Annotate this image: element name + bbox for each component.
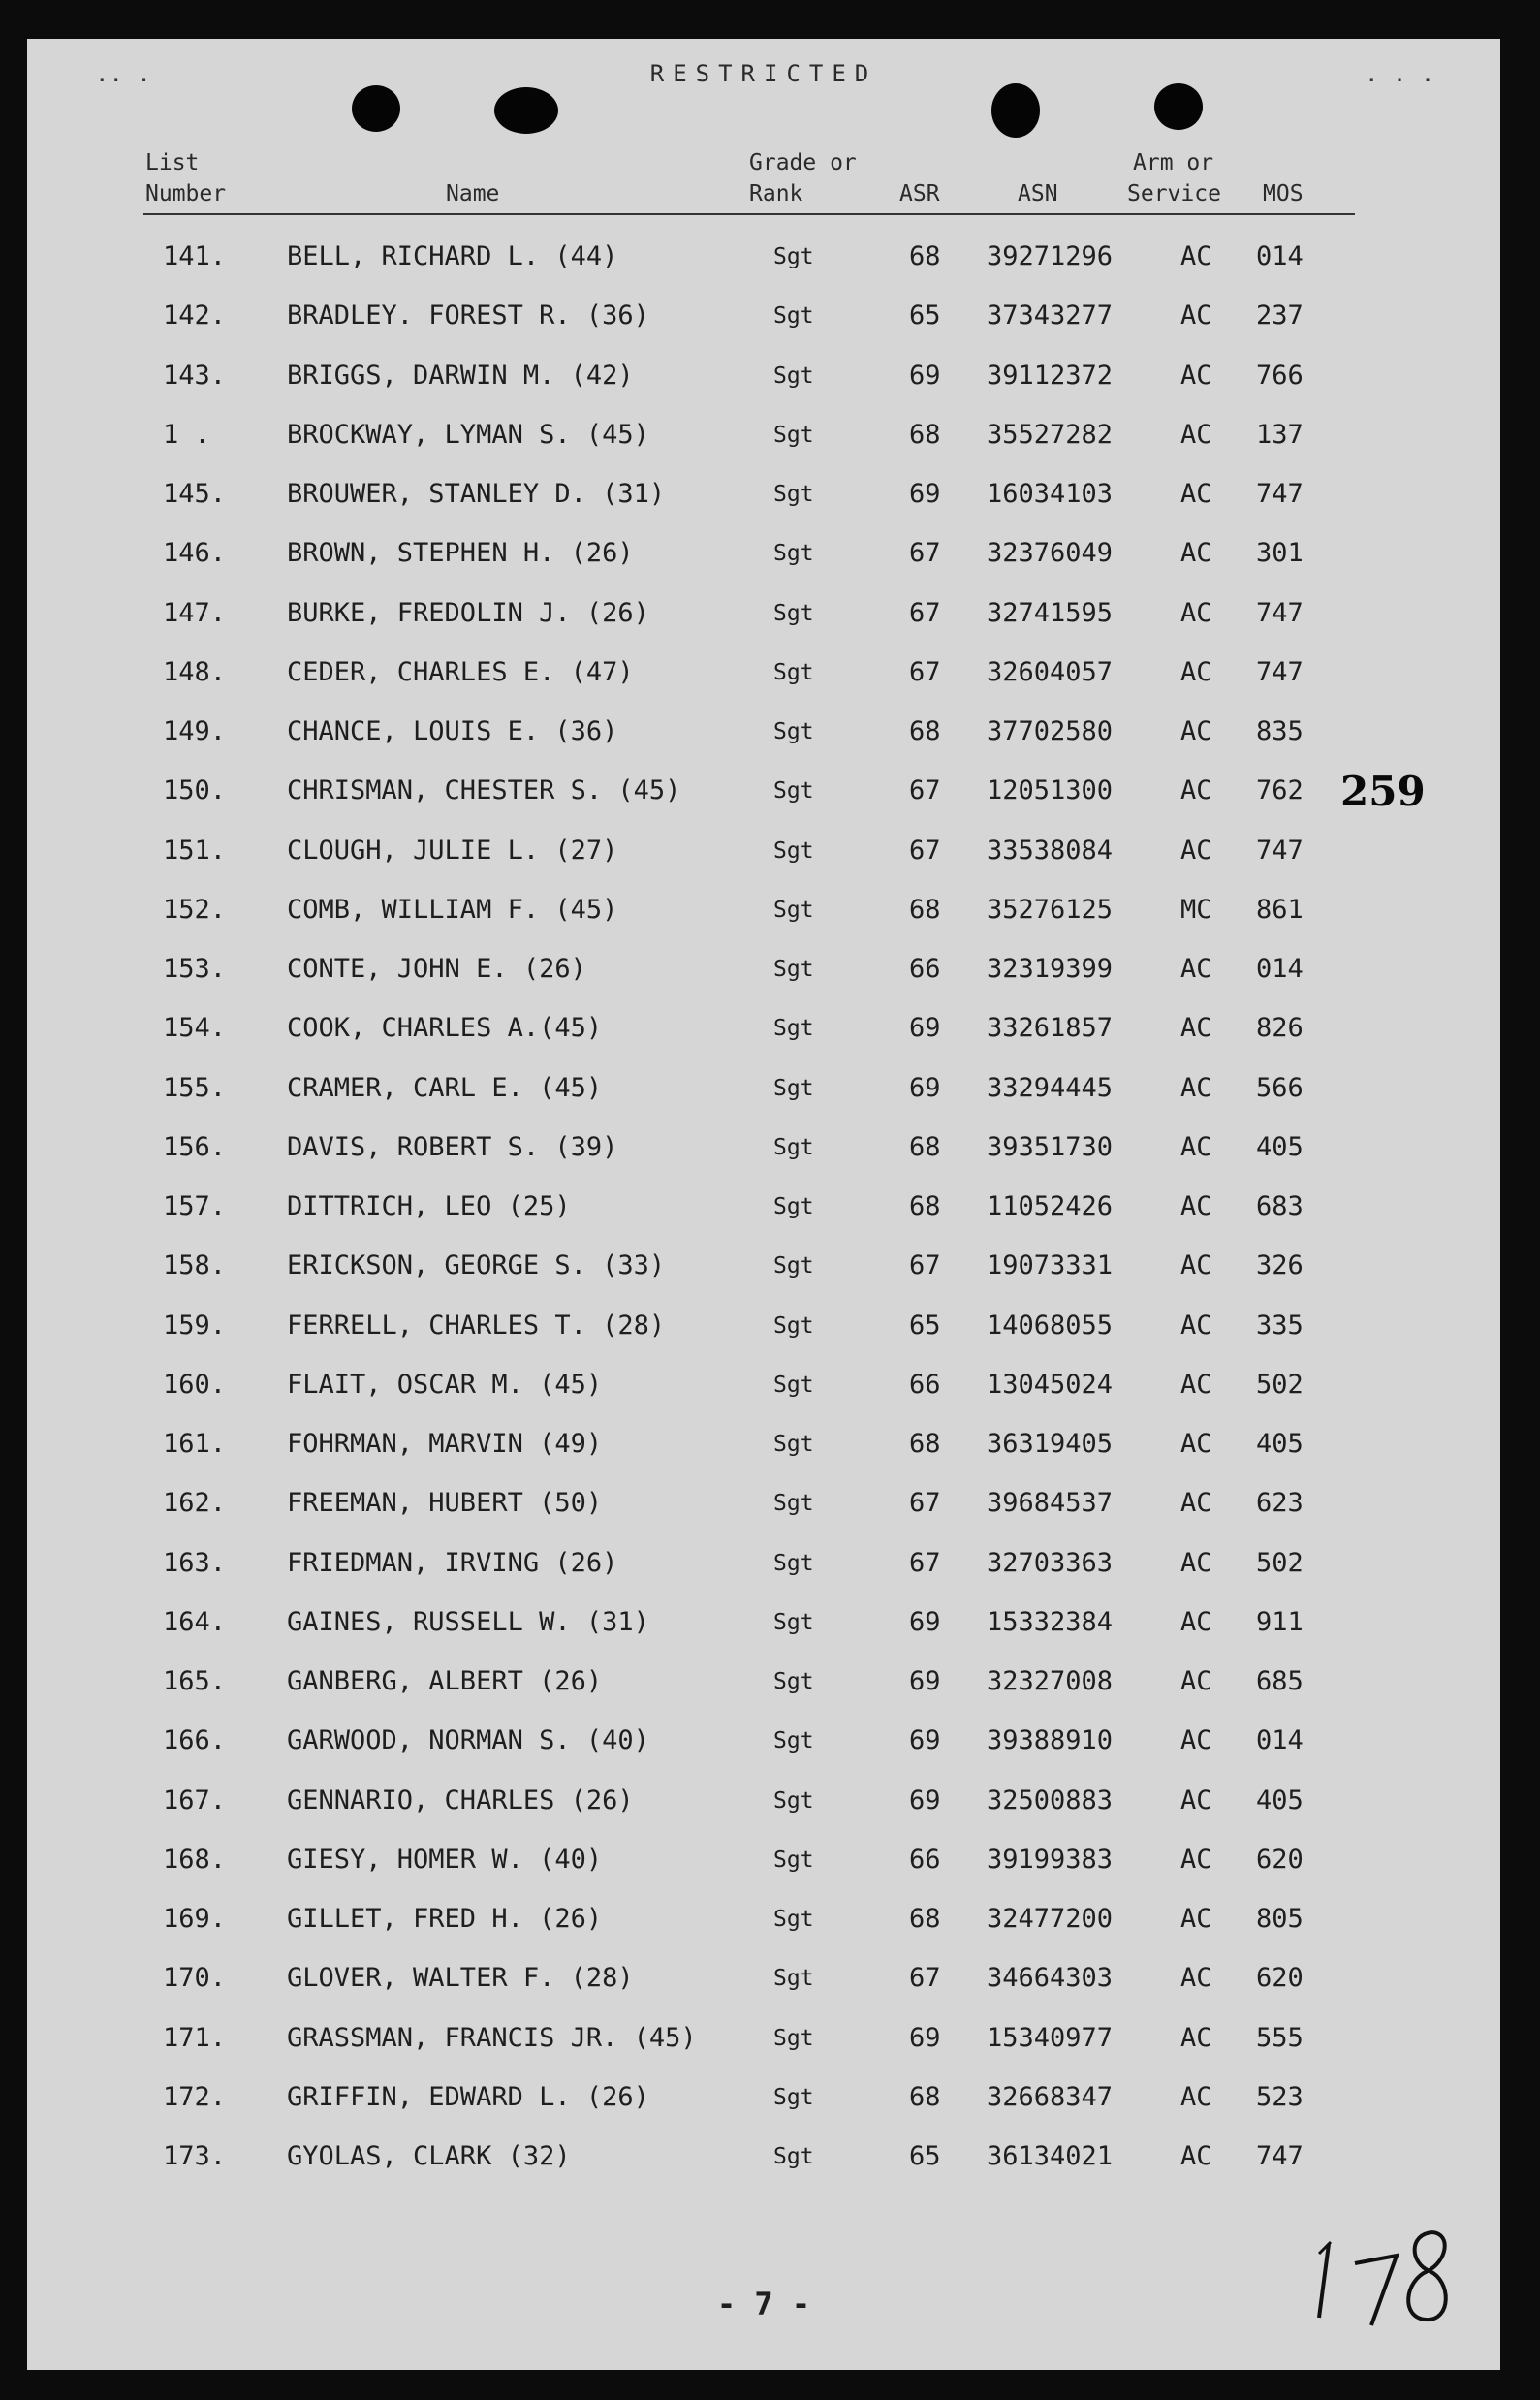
cell-grade: Sgt (773, 1016, 814, 1042)
cell-asr: 66 (909, 954, 941, 984)
cell-grade: Sgt (773, 1669, 814, 1694)
cell-asr: 69 (909, 1725, 941, 1756)
cell-mos: 405 (1256, 1429, 1304, 1459)
cell-mos: 911 (1256, 1606, 1304, 1637)
table-row (27, 1366, 1500, 1405)
cell-arm: AC (1180, 1013, 1212, 1044)
cell-grade: Sgt (773, 957, 814, 982)
col-header-text: Service (1127, 181, 1221, 206)
table-row (27, 2078, 1500, 2117)
cell-asn: 33261857 (987, 1013, 1114, 1044)
cell-name: BROWN, STEPHEN H. (26) (287, 538, 634, 569)
table-row (27, 594, 1500, 633)
cell-list-number: 143. (163, 360, 227, 391)
cell-name: GRASSMAN, FRANCIS JR. (45) (287, 2022, 697, 2053)
cell-asn: 15332384 (987, 1606, 1114, 1637)
cell-asr: 67 (909, 1547, 941, 1578)
cell-mos: 405 (1256, 1784, 1304, 1816)
table-row (27, 534, 1500, 573)
cell-arm: AC (1180, 1191, 1212, 1221)
document-page (27, 39, 1500, 2370)
cell-grade: Sgt (773, 1194, 814, 1219)
cell-mos: 826 (1256, 1013, 1304, 1044)
cell-mos: 747 (1256, 479, 1304, 509)
table-row (27, 1721, 1500, 1760)
header-rule (143, 213, 1355, 215)
cell-grade: Sgt (773, 482, 814, 507)
cell-mos: 014 (1256, 241, 1304, 271)
cell-mos: 566 (1256, 1072, 1304, 1103)
col-header-grade (749, 147, 857, 209)
cell-arm: AC (1180, 1429, 1212, 1459)
cell-mos: 326 (1256, 1250, 1304, 1281)
page-stamp: 259 (1340, 768, 1426, 815)
table-row (27, 2137, 1500, 2176)
cell-asr: 65 (909, 300, 941, 332)
cell-list-number: 164. (163, 1606, 227, 1637)
cell-list-number: 161. (163, 1429, 227, 1459)
cell-grade: Sgt (773, 244, 814, 269)
table-row (27, 1307, 1500, 1345)
punch-hole (991, 83, 1040, 138)
cell-asn: 33294445 (987, 1072, 1114, 1103)
table-row (27, 712, 1500, 751)
cell-asn: 34664303 (987, 1963, 1114, 1994)
cell-grade: Sgt (773, 2025, 814, 2051)
cell-list-number: 146. (163, 538, 227, 569)
cell-name: CLOUGH, JULIE L. (27) (287, 835, 618, 866)
punch-hole (494, 87, 558, 134)
cell-arm: AC (1180, 360, 1212, 391)
cell-list-number: 147. (163, 597, 227, 628)
cell-asr: 69 (909, 1606, 941, 1637)
cell-asr: 67 (909, 1250, 941, 1281)
cell-mos: 747 (1256, 835, 1304, 866)
cell-mos: 805 (1256, 1904, 1304, 1934)
cell-arm: AC (1180, 1369, 1212, 1400)
cell-mos: 747 (1256, 597, 1304, 628)
table-row (27, 2019, 1500, 2058)
cell-asr: 68 (909, 1131, 941, 1162)
cell-name: CHANCE, LOUIS E. (36) (287, 716, 618, 746)
cell-name: GANBERG, ALBERT (26) (287, 1666, 603, 1696)
cell-list-number: 158. (163, 1250, 227, 1281)
cell-mos: 747 (1256, 2141, 1304, 2171)
cell-arm: AC (1180, 300, 1212, 332)
cell-list-number: 150. (163, 775, 227, 806)
cell-grade: Sgt (773, 897, 814, 923)
cell-list-number: 156. (163, 1131, 227, 1162)
cell-name: COMB, WILLIAM F. (45) (287, 894, 618, 925)
cell-asr: 67 (909, 597, 941, 628)
cell-arm: AC (1180, 716, 1212, 746)
table-row (27, 1187, 1500, 1226)
cell-asn: 32604057 (987, 656, 1114, 687)
table-row (27, 237, 1500, 276)
cell-mos: 237 (1256, 300, 1304, 332)
cell-name: BRADLEY. FOREST R. (36) (287, 300, 649, 332)
cell-asr: 67 (909, 656, 941, 687)
cell-name: FRIEDMAN, IRVING (26) (287, 1547, 618, 1578)
col-header-asr: ASR (899, 181, 940, 206)
cell-mos: 014 (1256, 1725, 1304, 1756)
cell-name: CRAMER, CARL E. (45) (287, 1072, 603, 1103)
cell-arm: AC (1180, 1963, 1212, 1994)
cell-list-number: 142. (163, 300, 227, 332)
cell-arm: MC (1180, 894, 1212, 925)
cell-grade: Sgt (773, 600, 814, 626)
cell-grade: Sgt (773, 1609, 814, 1635)
table-row (27, 1128, 1500, 1167)
col-header-asn: ASN (1018, 181, 1058, 206)
cell-arm: AC (1180, 1072, 1212, 1103)
cell-asn: 35527282 (987, 419, 1114, 450)
cell-asn: 11052426 (987, 1191, 1114, 1221)
cell-grade: Sgt (773, 1847, 814, 1873)
cell-list-number: 162. (163, 1488, 227, 1519)
cell-grade: Sgt (773, 2084, 814, 2110)
cell-asr: 68 (909, 241, 941, 271)
table-row (27, 416, 1500, 455)
cell-mos: 137 (1256, 419, 1304, 450)
cell-asr: 68 (909, 419, 941, 450)
cell-asn: 36319405 (987, 1429, 1114, 1459)
table-row (27, 1544, 1500, 1583)
cell-arm: AC (1180, 538, 1212, 569)
cell-name: GENNARIO, CHARLES (26) (287, 1784, 634, 1816)
col-header-mos: MOS (1263, 181, 1304, 206)
cell-asr: 69 (909, 1784, 941, 1816)
cell-asr: 68 (909, 894, 941, 925)
cell-name: FERRELL, CHARLES T. (28) (287, 1310, 666, 1341)
table-row (27, 832, 1500, 870)
cell-grade: Sgt (773, 1966, 814, 1992)
cell-asn: 39112372 (987, 360, 1114, 391)
cell-arm: AC (1180, 2141, 1212, 2171)
table-row (27, 357, 1500, 395)
cell-asr: 69 (909, 1072, 941, 1103)
cell-asn: 37702580 (987, 716, 1114, 746)
table-row (27, 475, 1500, 514)
cell-asr: 69 (909, 360, 941, 391)
cell-asr: 67 (909, 1963, 941, 1994)
cell-name: CEDER, CHARLES E. (47) (287, 656, 634, 687)
cell-asn: 19073331 (987, 1250, 1114, 1281)
table-row (27, 653, 1500, 692)
cell-arm: AC (1180, 419, 1212, 450)
cell-asn: 35276125 (987, 894, 1114, 925)
cell-arm: AC (1180, 1725, 1212, 1756)
cell-name: DITTRICH, LEO (25) (287, 1191, 571, 1221)
table-row (27, 772, 1500, 810)
cell-grade: Sgt (773, 422, 814, 448)
table-row (27, 1662, 1500, 1701)
cell-asr: 68 (909, 716, 941, 746)
cell-grade: Sgt (773, 1312, 814, 1339)
cell-name: FLAIT, OSCAR M. (45) (287, 1369, 603, 1400)
cell-asr: 69 (909, 479, 941, 509)
cell-asn: 32327008 (987, 1666, 1114, 1696)
cell-arm: AC (1180, 775, 1212, 806)
cell-name: BROUWER, STANLEY D. (31) (287, 479, 666, 509)
cell-asr: 66 (909, 1844, 941, 1875)
page-number: - 7 - (716, 2286, 811, 2322)
cell-asn: 39388910 (987, 1725, 1114, 1756)
cell-name: GLOVER, WALTER F. (28) (287, 1963, 634, 1994)
cell-list-number: 153. (163, 954, 227, 984)
cell-arm: AC (1180, 1310, 1212, 1341)
cell-mos: 835 (1256, 716, 1304, 746)
cell-list-number: 155. (163, 1072, 227, 1103)
cell-asn: 32319399 (987, 954, 1114, 984)
cell-name: CHRISMAN, CHESTER S. (45) (287, 775, 681, 806)
cell-list-number: 170. (163, 1963, 227, 1994)
cell-mos: 683 (1256, 1191, 1304, 1221)
cell-mos: 620 (1256, 1844, 1304, 1875)
cell-asn: 32500883 (987, 1784, 1114, 1816)
cell-asn: 32741595 (987, 597, 1114, 628)
cell-name: GARWOOD, NORMAN S. (40) (287, 1725, 649, 1756)
cell-list-number: 1 . (163, 419, 210, 450)
cell-list-number: 168. (163, 1844, 227, 1875)
cell-name: ERICKSON, GEORGE S. (33) (287, 1250, 666, 1281)
col-header-text: Number (145, 181, 227, 206)
cell-mos: 523 (1256, 2081, 1304, 2112)
cell-asn: 16034103 (987, 479, 1114, 509)
cell-list-number: 159. (163, 1310, 227, 1341)
cell-mos: 685 (1256, 1666, 1304, 1696)
cell-grade: Sgt (773, 1550, 814, 1576)
cell-name: GAINES, RUSSELL W. (31) (287, 1606, 649, 1637)
cell-name: DAVIS, ROBERT S. (39) (287, 1131, 618, 1162)
table-row (27, 1425, 1500, 1464)
cell-asn: 39684537 (987, 1488, 1114, 1519)
cell-asr: 68 (909, 2081, 941, 2112)
cell-list-number: 151. (163, 835, 227, 866)
cell-list-number: 148. (163, 656, 227, 687)
cell-grade: Sgt (773, 719, 814, 744)
cell-arm: AC (1180, 241, 1212, 271)
cell-name: BROCKWAY, LYMAN S. (45) (287, 419, 649, 450)
cell-arm: AC (1180, 479, 1212, 509)
cell-asn: 14068055 (987, 1310, 1114, 1341)
col-header-text: List (145, 150, 200, 175)
table-row (27, 1959, 1500, 1998)
table-row (27, 1603, 1500, 1642)
cell-arm: AC (1180, 1904, 1212, 1934)
cell-grade: Sgt (773, 1134, 814, 1160)
cell-asr: 69 (909, 1666, 941, 1696)
cell-arm: AC (1180, 1250, 1212, 1281)
col-header-arm (1127, 147, 1221, 209)
table-row (27, 1900, 1500, 1939)
cell-list-number: 166. (163, 1725, 227, 1756)
cell-asn: 39199383 (987, 1844, 1114, 1875)
cell-asn: 39271296 (987, 241, 1114, 271)
cell-arm: AC (1180, 1606, 1212, 1637)
cell-arm: AC (1180, 1844, 1212, 1875)
cell-asr: 67 (909, 835, 941, 866)
col-header-text: Arm or (1133, 150, 1214, 175)
cell-arm: AC (1180, 1488, 1212, 1519)
handwritten-number (1311, 2225, 1466, 2331)
cell-grade: Sgt (773, 2144, 814, 2169)
cell-name: GILLET, FRED H. (26) (287, 1904, 603, 1934)
cell-asn: 13045024 (987, 1369, 1114, 1400)
cell-mos: 014 (1256, 954, 1304, 984)
punch-hole (1154, 83, 1203, 130)
cell-asr: 67 (909, 775, 941, 806)
table-row (27, 1069, 1500, 1108)
cell-list-number: 157. (163, 1191, 227, 1221)
cell-mos: 405 (1256, 1131, 1304, 1162)
cell-grade: Sgt (773, 778, 814, 805)
cell-arm: AC (1180, 2081, 1212, 2112)
cell-list-number: 163. (163, 1547, 227, 1578)
cell-arm: AC (1180, 1131, 1212, 1162)
cell-name: BELL, RICHARD L. (44) (287, 241, 618, 271)
cell-mos: 502 (1256, 1369, 1304, 1400)
cell-mos: 747 (1256, 656, 1304, 687)
cell-grade: Sgt (773, 1491, 814, 1517)
cell-list-number: 154. (163, 1013, 227, 1044)
cell-arm: AC (1180, 656, 1212, 687)
cell-arm: AC (1180, 835, 1212, 866)
cell-mos: 766 (1256, 360, 1304, 391)
cell-grade: Sgt (773, 1787, 814, 1814)
cell-name: FOHRMAN, MARVIN (49) (287, 1429, 603, 1459)
cell-list-number: 173. (163, 2141, 227, 2171)
cell-mos: 620 (1256, 1963, 1304, 1994)
cell-mos: 762 (1256, 775, 1304, 806)
cell-grade: Sgt (773, 659, 814, 685)
cell-list-number: 169. (163, 1904, 227, 1934)
cell-list-number: 167. (163, 1784, 227, 1816)
table-row (27, 1009, 1500, 1048)
cell-asr: 65 (909, 1310, 941, 1341)
cell-name: COOK, CHARLES A.(45) (287, 1013, 603, 1044)
cell-asr: 66 (909, 1369, 941, 1400)
cell-asr: 67 (909, 538, 941, 569)
cell-grade: Sgt (773, 1372, 814, 1398)
table-row (27, 1782, 1500, 1820)
cell-asn: 15340977 (987, 2022, 1114, 2053)
table-row (27, 950, 1500, 989)
cell-asr: 68 (909, 1191, 941, 1221)
cell-name: GYOLAS, CLARK (32) (287, 2141, 571, 2171)
cell-list-number: 160. (163, 1369, 227, 1400)
cell-mos: 623 (1256, 1488, 1304, 1519)
cell-asn: 37343277 (987, 300, 1114, 332)
cell-name: BURKE, FREDOLIN J. (26) (287, 597, 649, 628)
cell-arm: AC (1180, 1666, 1212, 1696)
col-header-list-number (145, 147, 226, 209)
cell-asr: 69 (909, 1013, 941, 1044)
cell-asn: 36134021 (987, 2141, 1114, 2171)
cell-grade: Sgt (773, 1907, 814, 1932)
cell-grade: Sgt (773, 837, 814, 864)
margin-dots: . . . (1365, 60, 1435, 87)
cell-list-number: 171. (163, 2022, 227, 2053)
cell-list-number: 145. (163, 479, 227, 509)
cell-mos: 861 (1256, 894, 1304, 925)
cell-asn: 12051300 (987, 775, 1114, 806)
cell-grade: Sgt (773, 1728, 814, 1754)
cell-asn: 39351730 (987, 1131, 1114, 1162)
cell-mos: 301 (1256, 538, 1304, 569)
cell-arm: AC (1180, 597, 1212, 628)
col-header-text: Grade or (749, 150, 857, 175)
cell-list-number: 152. (163, 894, 227, 925)
cell-mos: 502 (1256, 1547, 1304, 1578)
cell-name: CONTE, JOHN E. (26) (287, 954, 586, 984)
cell-asr: 68 (909, 1429, 941, 1459)
cell-list-number: 141. (163, 241, 227, 271)
cell-grade: Sgt (773, 303, 814, 330)
cell-asr: 67 (909, 1488, 941, 1519)
col-header-text: Rank (749, 181, 803, 206)
table-row (27, 891, 1500, 930)
cell-grade: Sgt (773, 1075, 814, 1101)
cell-mos: 555 (1256, 2022, 1304, 2053)
cell-name: FREEMAN, HUBERT (50) (287, 1488, 603, 1519)
cell-list-number: 172. (163, 2081, 227, 2112)
cell-grade: Sgt (773, 1253, 814, 1279)
cell-arm: AC (1180, 2022, 1212, 2053)
classification-marking: RESTRICTED (649, 60, 878, 87)
table-row (27, 1247, 1500, 1285)
table-row (27, 1841, 1500, 1879)
cell-asn: 32668347 (987, 2081, 1114, 2112)
cell-grade: Sgt (773, 541, 814, 567)
cell-arm: AC (1180, 1547, 1212, 1578)
cell-name: GIESY, HOMER W. (40) (287, 1844, 603, 1875)
cell-arm: AC (1180, 954, 1212, 984)
col-header-name: Name (446, 181, 500, 206)
cell-asn: 33538084 (987, 835, 1114, 866)
cell-mos: 335 (1256, 1310, 1304, 1341)
cell-asr: 69 (909, 2022, 941, 2053)
cell-asn: 32477200 (987, 1904, 1114, 1934)
table-row (27, 297, 1500, 335)
cell-arm: AC (1180, 1784, 1212, 1816)
margin-dots: .. . (95, 60, 151, 87)
cell-name: GRIFFIN, EDWARD L. (26) (287, 2081, 649, 2112)
cell-name: BRIGGS, DARWIN M. (42) (287, 360, 634, 391)
cell-grade: Sgt (773, 1432, 814, 1457)
cell-asr: 65 (909, 2141, 941, 2171)
cell-asr: 68 (909, 1904, 941, 1934)
cell-asn: 32376049 (987, 538, 1114, 569)
punch-hole (352, 85, 400, 132)
cell-asn: 32703363 (987, 1547, 1114, 1578)
table-row (27, 1484, 1500, 1523)
cell-list-number: 149. (163, 716, 227, 746)
cell-list-number: 165. (163, 1666, 227, 1696)
cell-grade: Sgt (773, 363, 814, 389)
